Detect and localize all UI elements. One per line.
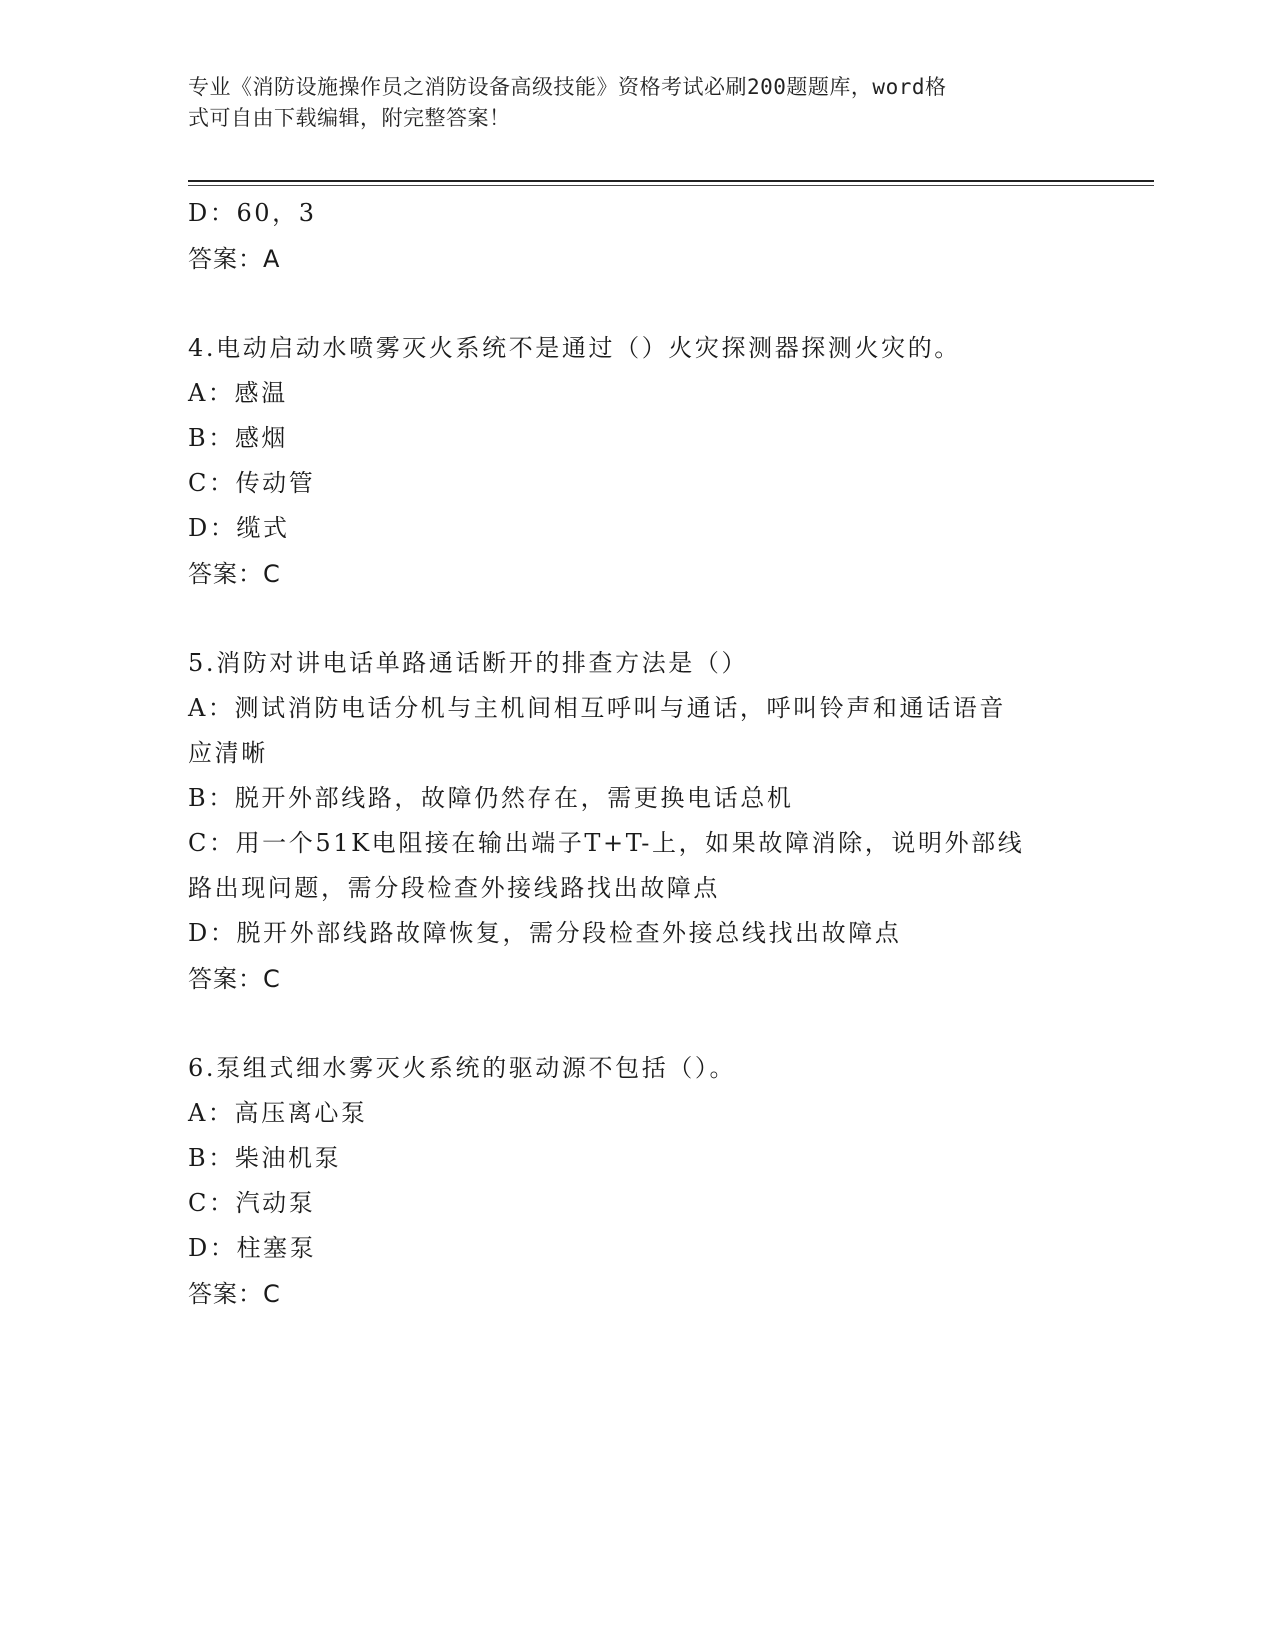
option-a-continued: 应清晰 [188, 739, 268, 767]
option-b: B：感烟 [188, 424, 289, 452]
option-c: C：用一个51K电阻接在输出端子T+T-上，如果故障消除，说明外部线 [188, 829, 1025, 857]
answer: 答案：A [188, 245, 281, 273]
question-block-6 [188, 1046, 1088, 1317]
option-b: B：脱开外部线路，故障仍然存在，需更换电话总机 [188, 784, 794, 812]
question-stem: 6.泵组式细水雾灭火系统的驱动源不包括（）。 [188, 1054, 737, 1082]
question-list [188, 191, 1088, 1317]
header-line: 专业《消防设施操作员之消防设备高级技能》资格考试必刷200题题库，word格 [188, 75, 947, 99]
question-stem: 5.消防对讲电话单路通话断开的排查方法是（） [188, 649, 749, 677]
answer: 答案：C [188, 1280, 281, 1308]
answer: 答案：C [188, 965, 281, 993]
option-a: A：测试消防电话分机与主机间相互呼叫与通话，呼叫铃声和通话语音 [188, 694, 1006, 722]
header-divider-thin [188, 185, 1154, 186]
header-divider [188, 180, 1154, 182]
option-c: C：汽动泵 [188, 1189, 316, 1217]
question-block-prev [188, 191, 1088, 282]
page-header [188, 72, 1068, 134]
question-block-4 [188, 326, 1088, 597]
question-stem: 4.电动启动水喷雾灭火系统不是通过（）火灾探测器探测火灾的。 [188, 334, 961, 362]
answer: 答案：C [188, 560, 281, 588]
question-block-5 [188, 641, 1088, 1002]
option-c-continued: 路出现问题，需分段检查外接线路找出故障点 [188, 874, 720, 902]
option-d: D：60，3 [188, 199, 317, 227]
option-a: A：感温 [188, 379, 288, 407]
option-d: D：柱塞泵 [188, 1234, 317, 1262]
option-c: C：传动管 [188, 469, 316, 497]
option-b: B：柴油机泵 [188, 1144, 342, 1172]
header-line: 式可自由下载编辑，附完整答案！ [188, 106, 511, 130]
option-d: D：缆式 [188, 514, 290, 542]
option-a: A：高压离心泵 [188, 1099, 368, 1127]
option-d: D：脱开外部线路故障恢复，需分段检查外接总线找出故障点 [188, 919, 902, 947]
